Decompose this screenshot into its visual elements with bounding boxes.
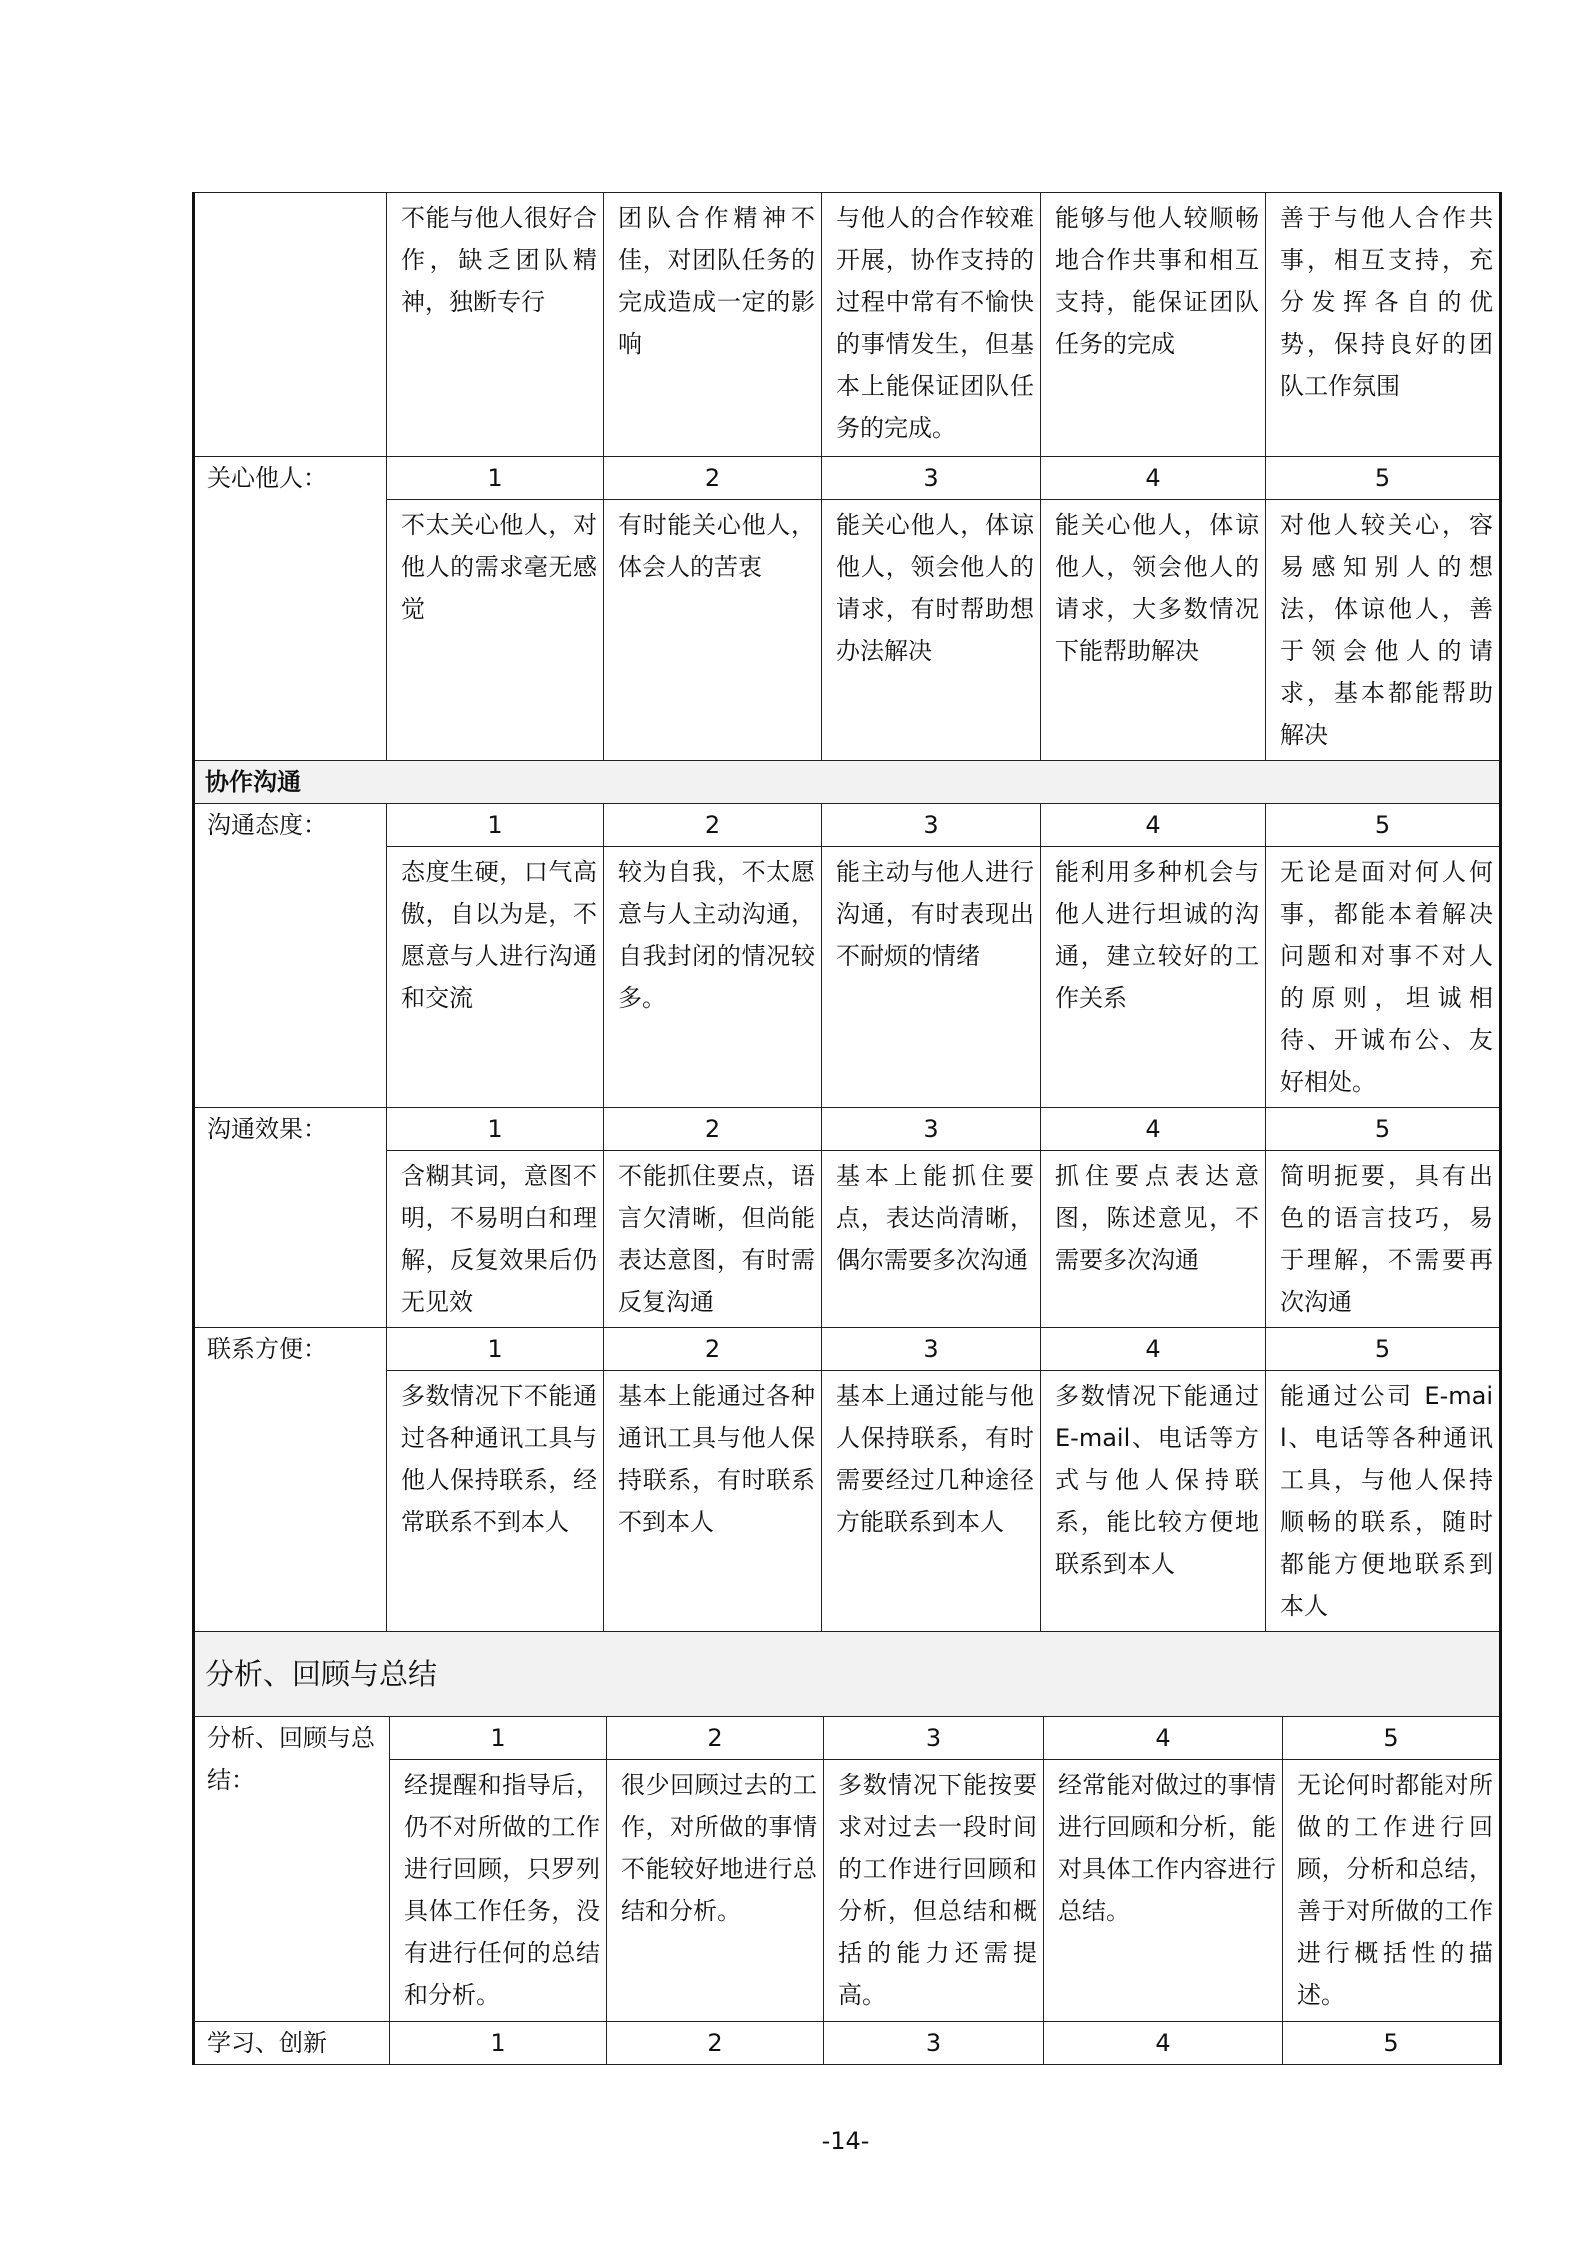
criterion-score-row	[194, 1108, 1501, 1151]
level-1-description: 经提醒和指导后，仍不对所做的工作进行回顾，只罗列具体工作任务，没有进行任何的总结和分析。	[390, 1759, 607, 2021]
criterion-score-row	[194, 1716, 1501, 1759]
criterion-score-row	[194, 2021, 1501, 2064]
score-level-4: 4	[1041, 457, 1266, 500]
level-5-description: 无论是面对何人何事，都能本着解决问题和对事不对人的原则，坦诚相待、开诚布公、友好相处。	[1266, 847, 1501, 1108]
level-5-description: 无论何时都能对所做的工作进行回顾，分析和总结，善于对所做的工作进行概括性的描述。	[1283, 1759, 1501, 2021]
score-level-5: 5	[1266, 804, 1501, 847]
level-1-description: 含糊其词，意图不明，不易明白和理解，反复效果后仍无见效	[387, 1151, 604, 1328]
criterion-description-row	[194, 1371, 1501, 1632]
score-level-3: 3	[822, 1328, 1041, 1371]
level-4-description: 抓住要点表达意图，陈述意见，不需要多次沟通	[1041, 1151, 1266, 1328]
score-level-3: 3	[824, 1716, 1044, 1759]
criterion-description-row	[194, 847, 1501, 1108]
criterion-score-row	[194, 1328, 1501, 1371]
score-level-1: 1	[390, 1716, 607, 1759]
criterion-label: 关心他人：	[194, 457, 387, 761]
level-4-description: 能够与他人较顺畅地合作共事和相互支持，能保证团队任务的完成	[1041, 193, 1266, 457]
criterion-score-row	[194, 457, 1501, 500]
criterion-label: 分析、回顾与总结：	[194, 1716, 390, 2021]
evaluation-table-top	[192, 192, 1502, 1632]
level-1-description: 不能与他人很好合作，缺乏团队精神，独断专行	[387, 193, 604, 457]
score-level-1: 1	[387, 1108, 604, 1151]
level-4-description: 多数情况下能通过 E-mail、电话等方式与他人保持联系，能比较方便地联系到本人	[1041, 1371, 1266, 1632]
level-2-description: 有时能关心他人，体会人的苦衷	[604, 500, 822, 761]
level-4-description: 能利用多种机会与他人进行坦诚的沟通，建立较好的工作关系	[1041, 847, 1266, 1108]
level-3-description: 基本上通过能与他人保持联系，有时需要经过几种途径方能联系到本人	[822, 1371, 1041, 1632]
score-level-5: 5	[1283, 2021, 1501, 2064]
score-level-2: 2	[607, 2021, 824, 2064]
level-1-description: 多数情况下不能通过各种通讯工具与他人保持联系，经常联系不到本人	[387, 1371, 604, 1632]
page-number: -14-	[821, 2126, 870, 2155]
section-title: 分析、回顾与总结	[194, 1631, 1501, 1716]
page-sheet	[192, 192, 1499, 2157]
evaluation-table-bottom	[192, 1631, 1502, 2065]
criterion-label: 沟通态度：	[194, 804, 387, 1108]
score-level-1: 1	[390, 2021, 607, 2064]
score-level-3: 3	[822, 457, 1041, 500]
score-level-4: 4	[1044, 1716, 1283, 1759]
criterion-description-row	[194, 500, 1501, 761]
level-2-description: 不能抓住要点，语言欠清晰，但尚能表达意图，有时需反复沟通	[604, 1151, 822, 1328]
score-level-2: 2	[604, 1328, 822, 1371]
level-3-description: 能关心他人，体谅他人，领会他人的请求，有时帮助想办法解决	[822, 500, 1041, 761]
level-2-description: 较为自我，不太愿意与人主动沟通，自我封闭的情况较多。	[604, 847, 822, 1108]
level-5-description: 简明扼要，具有出色的语言技巧，易于理解，不需要再次沟通	[1266, 1151, 1501, 1328]
level-1-description: 不太关心他人，对他人的需求毫无感觉	[387, 500, 604, 761]
score-level-4: 4	[1044, 2021, 1283, 2064]
level-3-description: 能主动与他人进行沟通，有时表现出不耐烦的情绪	[822, 847, 1041, 1108]
level-4-description: 能关心他人，体谅他人，领会他人的请求，大多数情况下能帮助解决	[1041, 500, 1266, 761]
criterion-description-row	[194, 193, 1501, 457]
score-level-2: 2	[604, 804, 822, 847]
score-level-2: 2	[604, 457, 822, 500]
criterion-description-row	[194, 1759, 1501, 2021]
level-4-description: 经常能对做过的事情进行回顾和分析，能对具体工作内容进行总结。	[1044, 1759, 1283, 2021]
criterion-label: 沟通效果：	[194, 1108, 387, 1328]
empty-label-cell	[194, 193, 387, 457]
score-level-4: 4	[1041, 1108, 1266, 1151]
level-3-description: 基本上能抓住要点，表达尚清晰，偶尔需要多次沟通	[822, 1151, 1041, 1328]
score-level-3: 3	[822, 1108, 1041, 1151]
level-3-description: 与他人的合作较难开展，协作支持的过程中常有不愉快的事情发生，但基本上能保证团队任务的完成。	[822, 193, 1041, 457]
score-level-4: 4	[1041, 1328, 1266, 1371]
criterion-description-row	[194, 1151, 1501, 1328]
score-level-5: 5	[1266, 1328, 1501, 1371]
level-3-description: 多数情况下能按要求对过去一段时间的工作进行回顾和分析，但总结和概括的能力还需提高。	[824, 1759, 1044, 2021]
level-2-description: 很少回顾过去的工作，对所做的事情不能较好地进行总结和分析。	[607, 1759, 824, 2021]
score-level-1: 1	[387, 457, 604, 500]
score-level-3: 3	[824, 2021, 1044, 2064]
score-level-2: 2	[607, 1716, 824, 1759]
score-level-3: 3	[822, 804, 1041, 847]
section-title: 协作沟通	[194, 761, 1501, 804]
criterion-label: 学习、创新	[194, 2021, 390, 2064]
score-level-2: 2	[604, 1108, 822, 1151]
score-level-5: 5	[1283, 1716, 1501, 1759]
level-5-description: 能通过公司 E-mail、电话等各种通讯工具，与他人保持顺畅的联系，随时都能方便地联系到本人	[1266, 1371, 1501, 1632]
score-level-1: 1	[387, 804, 604, 847]
score-level-4: 4	[1041, 804, 1266, 847]
criterion-label: 联系方便：	[194, 1328, 387, 1632]
level-2-description: 团队合作精神不佳，对团队任务的完成造成一定的影响	[604, 193, 822, 457]
level-5-description: 对他人较关心，容易感知别人的想法，体谅他人，善于领会他人的请求，基本都能帮助解决	[1266, 500, 1501, 761]
score-level-5: 5	[1266, 1108, 1501, 1151]
level-2-description: 基本上能通过各种通讯工具与他人保持联系，有时联系不到本人	[604, 1371, 822, 1632]
score-level-1: 1	[387, 1328, 604, 1371]
score-level-5: 5	[1266, 457, 1501, 500]
level-5-description: 善于与他人合作共事，相互支持，充分发挥各自的优势，保持良好的团队工作氛围	[1266, 193, 1501, 457]
section-header	[194, 1631, 1501, 1716]
criterion-score-row	[194, 804, 1501, 847]
level-1-description: 态度生硬，口气高傲，自以为是，不愿意与人进行沟通和交流	[387, 847, 604, 1108]
section-header	[194, 761, 1501, 804]
